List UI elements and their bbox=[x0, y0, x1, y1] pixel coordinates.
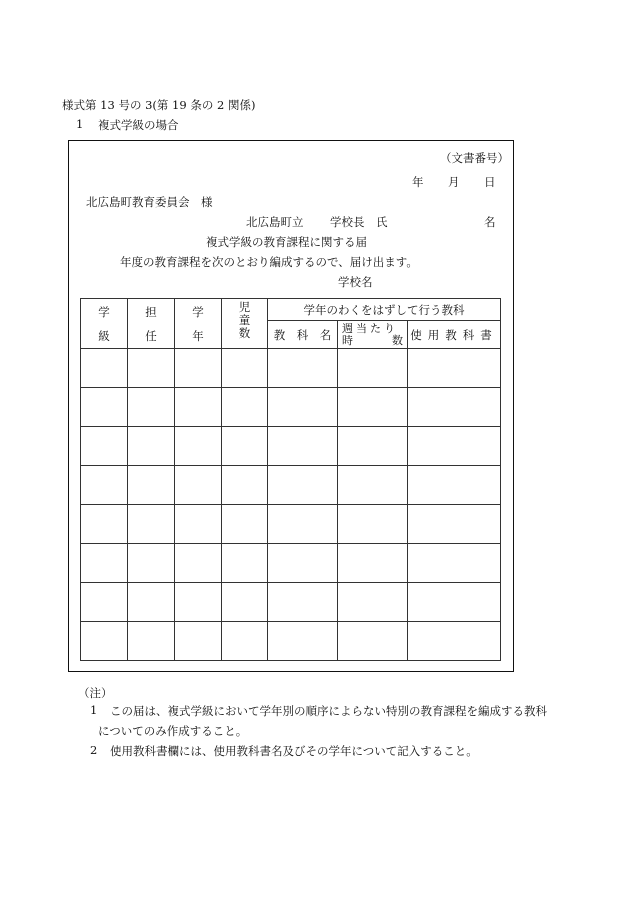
table-row bbox=[81, 622, 501, 661]
table-body bbox=[81, 349, 501, 661]
table-cell[interactable] bbox=[81, 544, 128, 583]
table-cell[interactable] bbox=[338, 427, 408, 466]
table-cell[interactable] bbox=[128, 505, 175, 544]
table-cell[interactable] bbox=[81, 427, 128, 466]
table-cell[interactable] bbox=[268, 427, 338, 466]
note-1-continuation: についてのみ作成すること。 bbox=[98, 724, 248, 738]
header-subject: 教 科 名 bbox=[268, 321, 338, 349]
table-cell[interactable] bbox=[128, 622, 175, 661]
table-cell[interactable] bbox=[408, 622, 501, 661]
form-title: 複式学級の教育課程に関する届 bbox=[206, 235, 367, 249]
table-cell[interactable] bbox=[222, 583, 268, 622]
header-students: 児 童 数 bbox=[222, 299, 268, 349]
table-cell[interactable] bbox=[175, 505, 222, 544]
table-cell[interactable] bbox=[338, 466, 408, 505]
header-weekly-hours: 週当たり 時 数 bbox=[338, 321, 408, 349]
table-cell[interactable] bbox=[408, 505, 501, 544]
section-number: 1 bbox=[76, 117, 84, 131]
table-cell[interactable] bbox=[268, 583, 338, 622]
header-group: 学年のわくをはずして行う教科 bbox=[268, 299, 501, 321]
table-cell[interactable] bbox=[268, 544, 338, 583]
table-cell[interactable] bbox=[222, 427, 268, 466]
table-cell[interactable] bbox=[222, 388, 268, 427]
table-cell[interactable] bbox=[175, 466, 222, 505]
table-cell[interactable] bbox=[128, 427, 175, 466]
table-cell[interactable] bbox=[128, 466, 175, 505]
table-cell[interactable] bbox=[81, 622, 128, 661]
table-cell[interactable] bbox=[81, 505, 128, 544]
header-textbook: 使用教科書 bbox=[408, 321, 501, 349]
table-cell[interactable] bbox=[268, 505, 338, 544]
table-cell[interactable] bbox=[408, 544, 501, 583]
table-cell[interactable] bbox=[338, 388, 408, 427]
table-cell[interactable] bbox=[408, 583, 501, 622]
note-2-text: 使用教科書欄には、使用教科書名及びその学年について記入すること。 bbox=[110, 744, 478, 758]
table-cell[interactable] bbox=[175, 544, 222, 583]
note-2-number: 2 bbox=[90, 743, 98, 757]
curriculum-table bbox=[80, 298, 501, 661]
table-cell[interactable] bbox=[268, 622, 338, 661]
table-cell[interactable] bbox=[222, 544, 268, 583]
form-number: 様式第 13 号の 3(第 19 条の 2 関係) bbox=[62, 98, 256, 112]
notes-heading: （注） bbox=[78, 686, 113, 700]
table-cell[interactable] bbox=[338, 505, 408, 544]
table-cell[interactable] bbox=[81, 388, 128, 427]
addressee: 北広島町教育委員会 様 bbox=[86, 195, 213, 209]
date-day: 日 bbox=[484, 175, 496, 189]
table-cell[interactable] bbox=[81, 349, 128, 388]
table-cell[interactable] bbox=[268, 388, 338, 427]
table-row bbox=[81, 583, 501, 622]
table-cell[interactable] bbox=[408, 349, 501, 388]
table-cell[interactable] bbox=[81, 466, 128, 505]
note-1-number: 1 bbox=[90, 703, 98, 717]
school-prefix: 北広島町立 bbox=[246, 215, 304, 229]
name-suffix: 名 bbox=[484, 215, 496, 229]
table-cell[interactable] bbox=[175, 388, 222, 427]
table-cell[interactable] bbox=[408, 466, 501, 505]
form-body: 年度の教育課程を次のとおり編成するので、届け出ます。 bbox=[120, 255, 418, 269]
table-cell[interactable] bbox=[175, 427, 222, 466]
date-year: 年 bbox=[412, 175, 424, 189]
table-cell[interactable] bbox=[408, 427, 501, 466]
table-cell[interactable] bbox=[408, 388, 501, 427]
table-cell[interactable] bbox=[222, 349, 268, 388]
table-cell[interactable] bbox=[222, 466, 268, 505]
table-cell[interactable] bbox=[338, 583, 408, 622]
table-cell[interactable] bbox=[338, 622, 408, 661]
table-row bbox=[81, 466, 501, 505]
header-class: 学 級 bbox=[81, 299, 128, 349]
table-cell[interactable] bbox=[338, 544, 408, 583]
table-cell[interactable] bbox=[175, 349, 222, 388]
table-row bbox=[81, 349, 501, 388]
school-name-label: 学校名 bbox=[338, 275, 373, 289]
table-cell[interactable] bbox=[268, 349, 338, 388]
header-teacher: 担 任 bbox=[128, 299, 175, 349]
header-grade: 学 年 bbox=[175, 299, 222, 349]
table-row bbox=[81, 388, 501, 427]
date-month: 月 bbox=[448, 175, 460, 189]
table-cell[interactable] bbox=[222, 505, 268, 544]
table-cell[interactable] bbox=[175, 583, 222, 622]
table-row bbox=[81, 544, 501, 583]
section-title: 複式学級の場合 bbox=[98, 118, 179, 132]
table-cell[interactable] bbox=[175, 622, 222, 661]
table-cell[interactable] bbox=[128, 388, 175, 427]
table-row bbox=[81, 505, 501, 544]
table-cell[interactable] bbox=[222, 622, 268, 661]
note-1-text: この届は、複式学級において学年別の順序によらない特別の教育課程を編成する教科 bbox=[110, 704, 547, 718]
table-cell[interactable] bbox=[338, 349, 408, 388]
table-cell[interactable] bbox=[81, 583, 128, 622]
table-cell[interactable] bbox=[128, 583, 175, 622]
principal-label: 学校長 氏 bbox=[330, 215, 388, 229]
table-row bbox=[81, 427, 501, 466]
document-number: （文書番号） bbox=[440, 151, 509, 165]
table-cell[interactable] bbox=[128, 349, 175, 388]
table-cell[interactable] bbox=[268, 466, 338, 505]
table-cell[interactable] bbox=[128, 544, 175, 583]
